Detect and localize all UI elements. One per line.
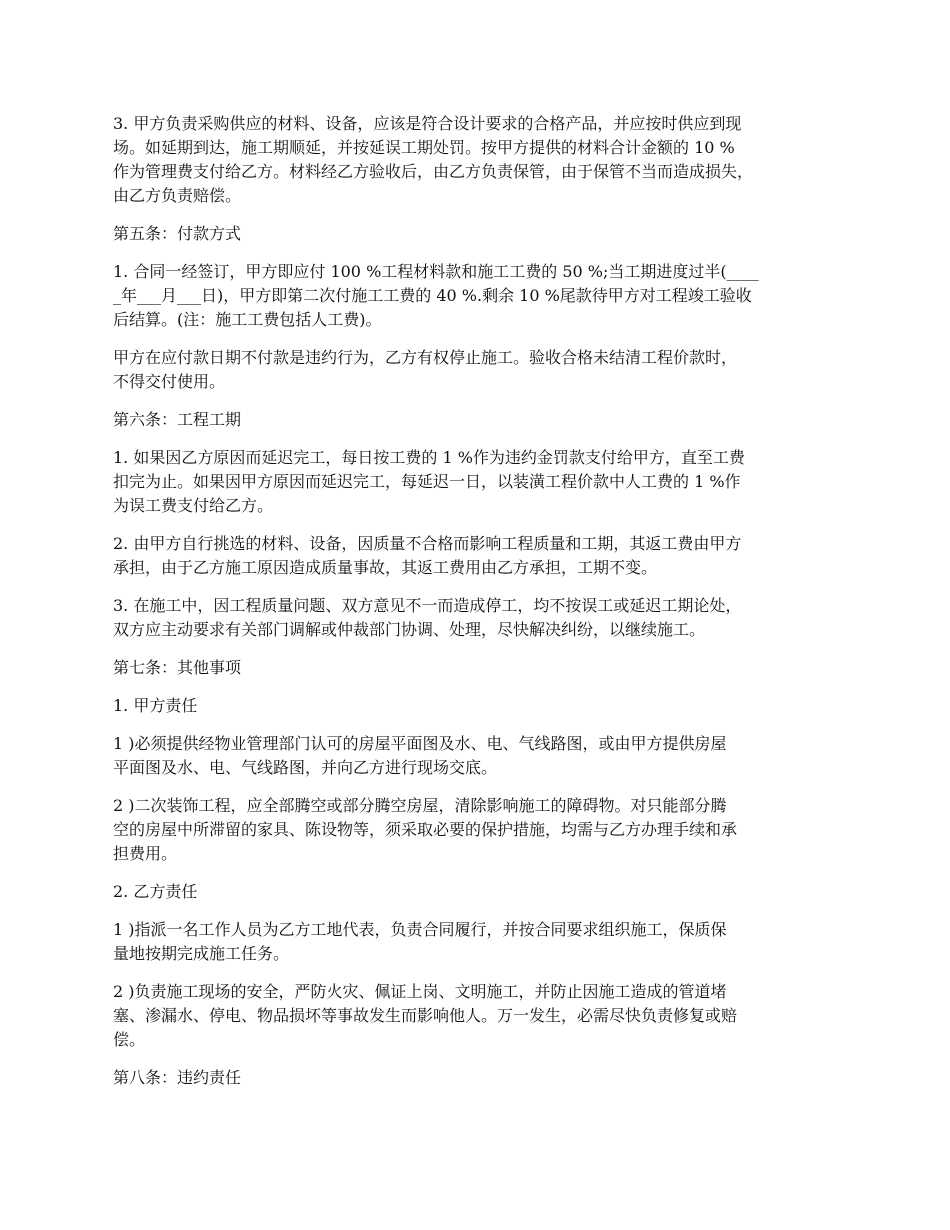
paragraph-party-a-duty2: 2 )二次装饰工程，应全部腾空或部分腾空房屋，清除影响施工的障碍物。对只能部分腾 空的房屋中所滞留的家具、陈设物等，须采取必要的保护措施，均需与乙方办理手续和承 担费用。 [113, 796, 738, 863]
heading-article6: 第六条：工程工期 [113, 410, 242, 429]
subheading-party-b-duties: 2. 乙方责任 [113, 882, 198, 901]
paragraph-article6-clause1: 1. 如果因乙方原因而延迟完工，每日按工费的 1 %作为违约金罚款支付给甲方，直至工费 扣完为止。如果因甲方原因而延迟完工，每延迟一日，以装潢工程价款中人工费的 1 %作 为误工费支付给乙方。 [113, 448, 745, 515]
heading-article7: 第七条：其他事项 [113, 658, 242, 677]
subheading-party-a-duties: 1. 甲方责任 [113, 696, 198, 715]
paragraph-article6-clause2: 2. 由甲方自行挑选的材料、设备，因质量不合格而影响工程质量和工期，其返工费由甲方 承担，由于乙方施工原因造成质量事故，其返工费用由乙方承担，工期不变。 [113, 534, 742, 577]
paragraph-article5-note: 甲方在应付款日期不付款是违约行为，乙方有权停止施工。验收合格未结清工程价款时， 不得交付使用。 [113, 348, 738, 391]
paragraph-party-b-duty1: 1 )指派一名工作人员为乙方工地代表，负责合同履行，并按合同要求组织施工，保质保 量地按期完成施工任务。 [113, 920, 727, 963]
heading-article5: 第五条：付款方式 [113, 224, 242, 243]
document-page [113, 112, 853, 1104]
paragraph-party-b-duty2: 2 )负责施工现场的安全，严防火灾、佩证上岗、文明施工，并防止因施工造成的管道堵 塞、渗漏水、停电、物品损坏等事故发生而影响他人。万一发生，必需尽快负责修复或赔 偿。 [113, 982, 738, 1049]
paragraph-article6-clause3: 3. 在施工中，因工程质量问题、双方意见不一而造成停工，均不按误工或延迟工期论处， 双方应主动要求有关部门调解或仲裁部门协调、处理，尽快解决纠纷，以继续施工。 [113, 596, 742, 639]
heading-article8: 第八条：违约责任 [113, 1068, 242, 1087]
paragraph-article5-clause1: 1. 合同一经签订，甲方即应付 100 %工程材料款和施工工费的 50 %;当工期进度过半(____ _年___月___日)，甲方即第二次付施工工费的 40 %.剩余 10 %尾款待甲方对工程竣工验收 后结算。(注：施工工费包括人工费)。 [113, 262, 759, 329]
paragraph-article4-clause3: 3. 甲方负责采购供应的材料、设备，应该是符合设计要求的合格产品，并应按时供应到现 场。如延期到达，施工期顺延，并按延误工期处罚。按甲方提供的材料合计金额的 10 % 作为管理费支付给乙方。材料经乙方验收后，由乙方负责保管，由于保管不当而造成损失， 由乙方负责赔偿。 [113, 114, 754, 205]
paragraph-party-a-duty1: 1 )必须提供经物业管理部门认可的房屋平面图及水、电、气线路图，或由甲方提供房屋 平面图及水、电、气线路图，并向乙方进行现场交底。 [113, 734, 727, 777]
